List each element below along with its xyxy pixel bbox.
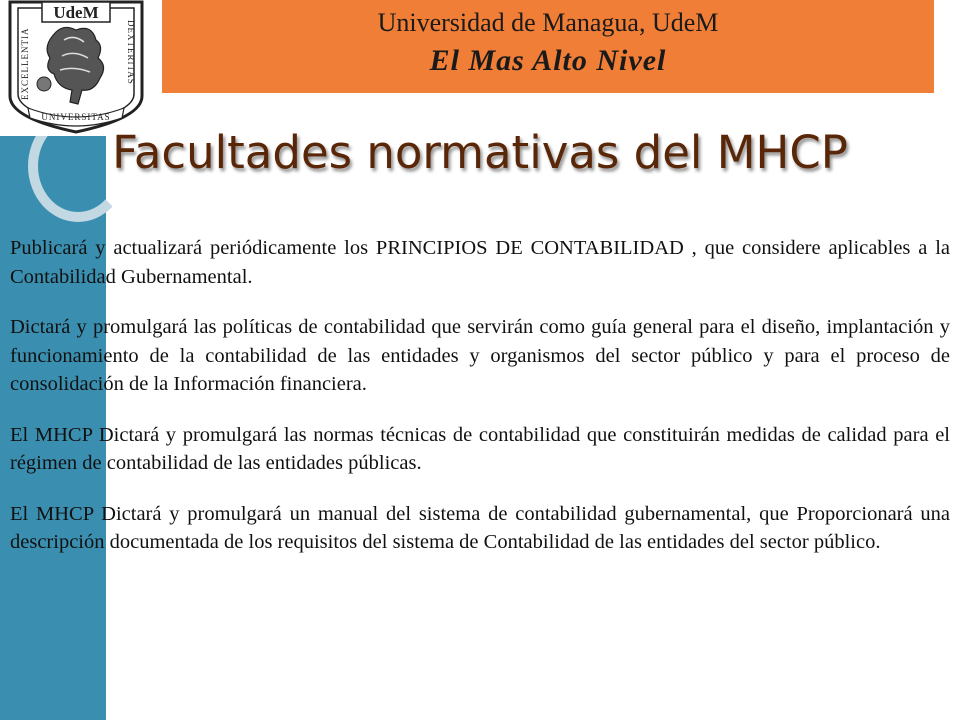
logo-right-text: DEXTERITAS (126, 20, 136, 85)
logo-left-text: EXCELLENTIA (20, 27, 30, 100)
paragraph: El MHCP Dictará y promulgará un manual del sistema de contabilidad gubernamental, que Proporcionará una descripción documentada de los requisitos del sistema de Contabilidad de las entidades del sector público. (10, 502, 950, 553)
paragraph: Publicará y actualizará periódicamente los PRINCIPIOS DE CONTABILIDAD , que considere aplicables a la Contabilidad Gubernamental. (10, 237, 950, 288)
university-name: Universidad de Managua, UdeM (377, 8, 719, 37)
header-banner (162, 0, 934, 93)
slide-body (10, 234, 950, 579)
paragraph: Dictará y promulgará las políticas de contabilidad que servirán como guía general para el diseño, implantación y funcionamiento de la contabilidad de las entidades y organismos del sector público y para el proceso de consolidación de la Información financiera. (10, 316, 950, 395)
logo-bottom-text: UNIVERSITAS (41, 112, 111, 122)
slide-title: Facultades normativas del MHCP (112, 126, 848, 179)
shield-crest-icon (4, 0, 148, 134)
university-motto: El Mas Alto Nivel (429, 44, 667, 77)
logo-top-text: UdeM (53, 3, 99, 22)
paragraph: El MHCP Dictará y promulgará las normas técnicas de contabilidad que constituirán medidas de calidad para el régimen de contabilidad de las entidades públicas. (10, 423, 950, 474)
university-logo (0, 0, 152, 136)
